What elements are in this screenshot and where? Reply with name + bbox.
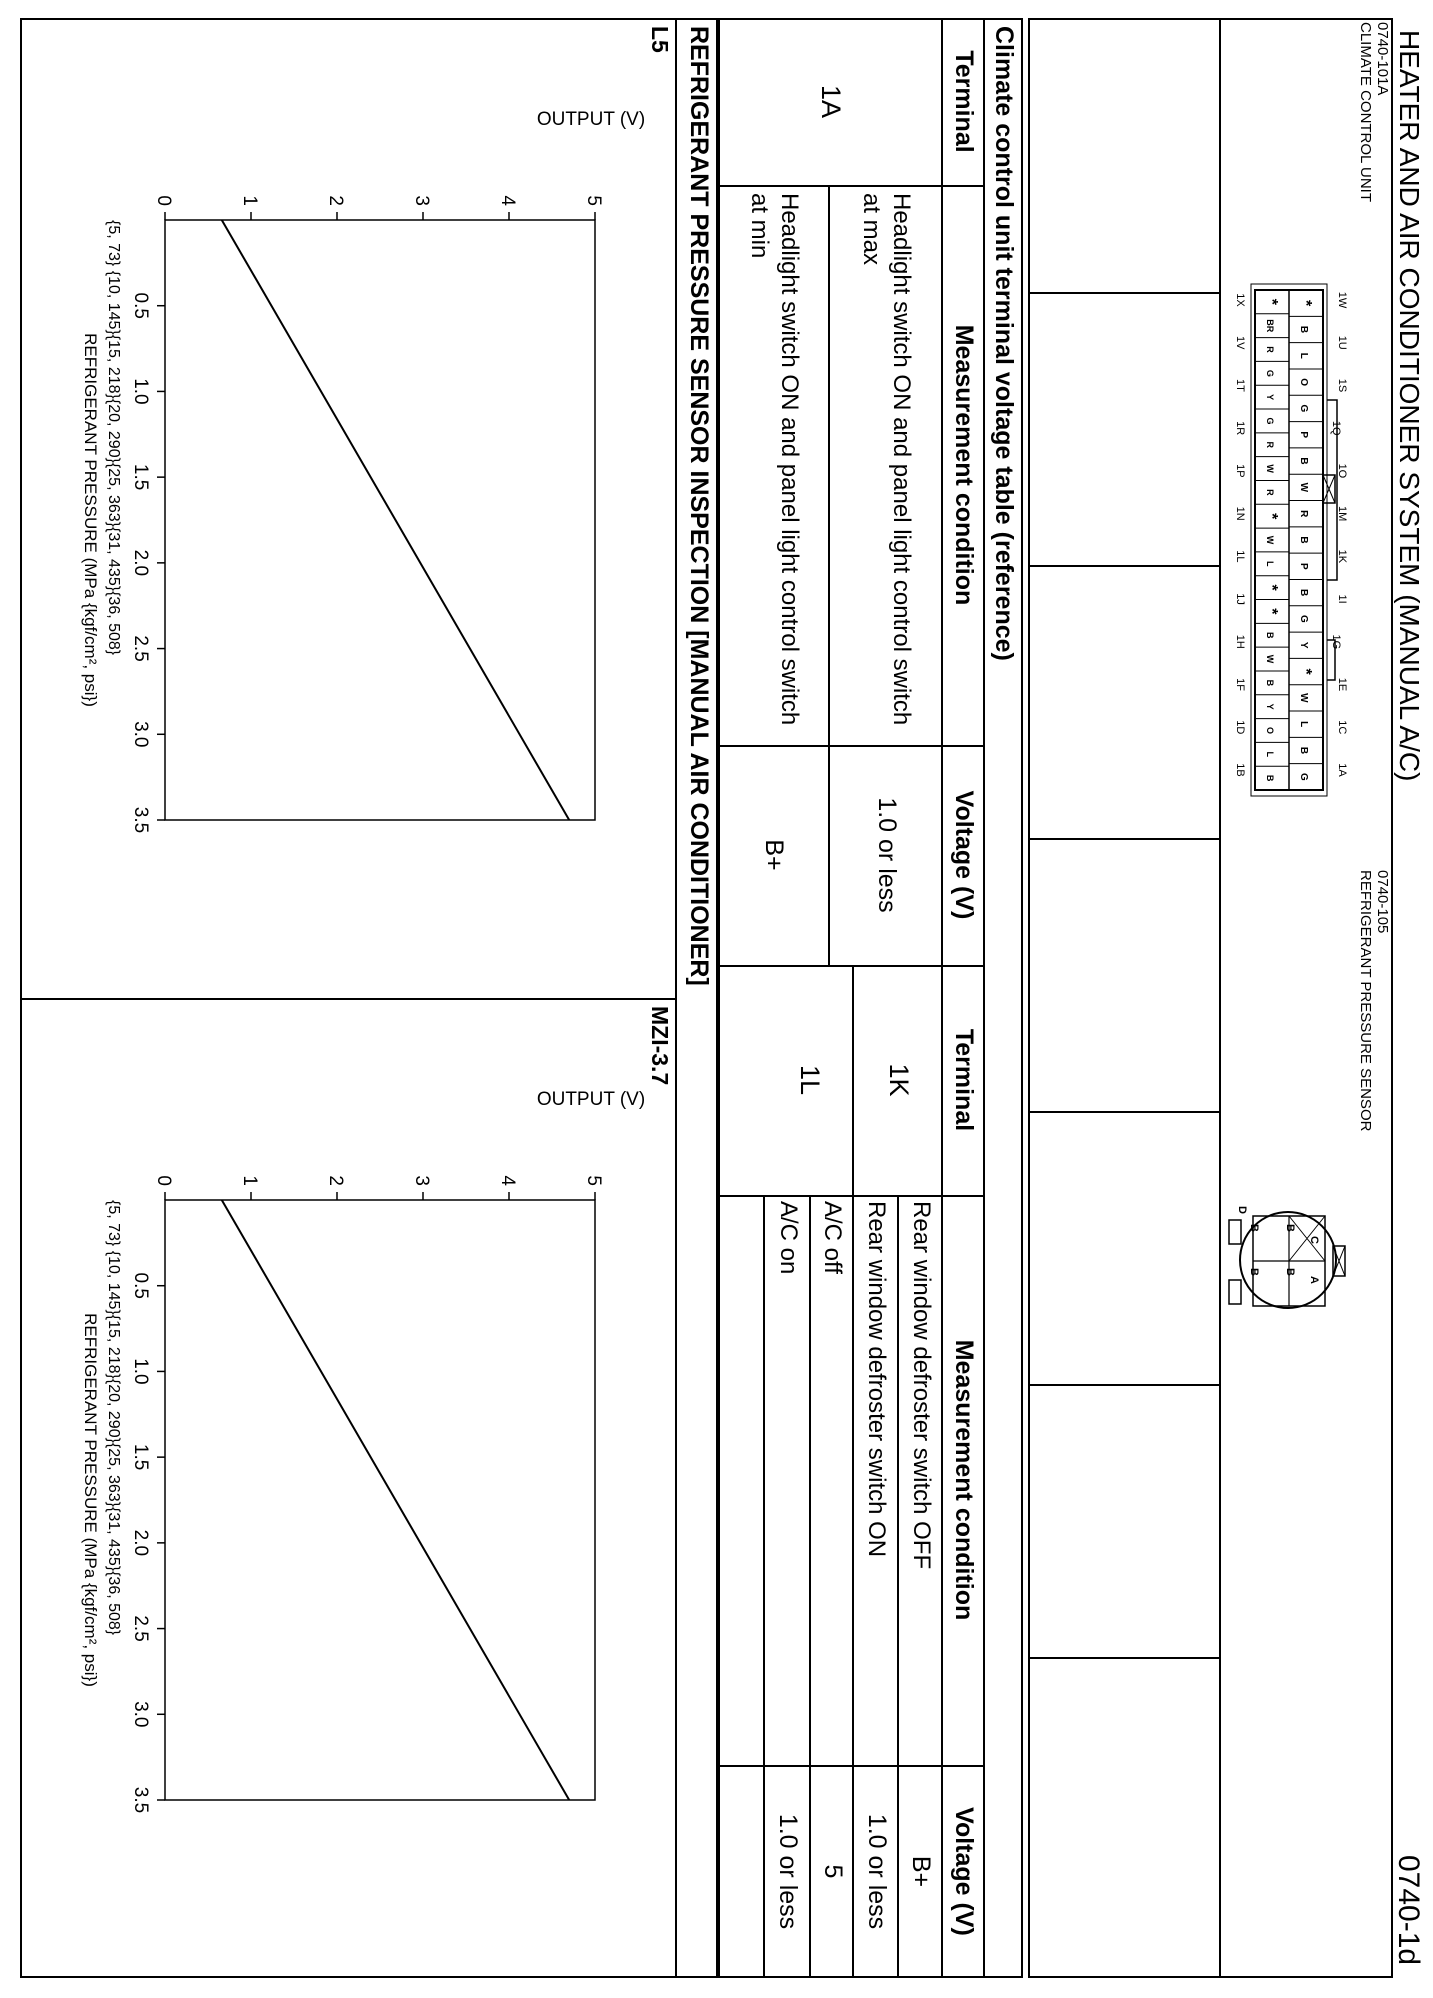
ccu-wire-color: W [1298, 482, 1309, 493]
ccu-wire-color: Y [1265, 703, 1275, 710]
x-tick-sub-label: {5, 73} {10, 145}{15, 218}{20, 290}{25, 363}{31, 435}{36, 508} [105, 1200, 122, 1636]
sensor-pin-label: C [1308, 1236, 1320, 1244]
ccu-pin-label: 1Q [1330, 420, 1342, 436]
plot-frame [165, 220, 595, 820]
x-axis-label: REFRIGERANT PRESSURE (MPa {kgf/cm², psi}) [81, 1313, 100, 1687]
output-line [222, 1200, 569, 1800]
ccu-pin-label: 1E [1336, 677, 1348, 692]
engine-mzi37-label: MZI-3.7 [647, 1006, 673, 1086]
ccu-pin-label: 1U [1336, 335, 1348, 350]
ccu-wire-color: B [1298, 536, 1309, 544]
ccu-wire-color: G [1265, 417, 1275, 425]
ccu-wire-color: L [1298, 721, 1309, 728]
sensor-pin-label: B [1284, 1224, 1296, 1232]
ccu-wire-color: L [1298, 352, 1309, 359]
ccu-wire-color: B [1298, 325, 1309, 334]
x-tick-label: 0.5 [130, 1272, 151, 1299]
ccu-pin-label: 1S [1336, 378, 1348, 393]
ccu-wire-color: O [1265, 726, 1275, 734]
inspection-title: REFRIGERANT PRESSURE SENSOR INSPECTION [MANUAL AIR CONDITIONER] [685, 26, 713, 986]
ccu-pin-label: 1O [1336, 463, 1348, 479]
sensor-pin-label: B [1284, 1268, 1296, 1276]
voltage-1a-max: 1.0 or less [873, 797, 901, 913]
sensor-connector-diagram [1223, 1180, 1353, 1340]
ccu-pin-label: 1N [1234, 506, 1246, 521]
voltage-1a-min: B+ [760, 839, 789, 871]
ccu-pin-label: 1W [1336, 291, 1348, 309]
ccu-pin-label: 1J [1234, 593, 1246, 605]
y-tick-label: 4 [497, 1175, 518, 1186]
ccu-wire-color: R [1265, 441, 1275, 449]
ccu-wire-color: W [1265, 464, 1275, 473]
connector-frame-divider [1219, 18, 1221, 1978]
condition-1a-min: Headlight switch ON and panel light control switch at min [746, 193, 803, 726]
ccu-wire-color: G [1265, 369, 1275, 377]
ccu-wire-color: Y [1298, 641, 1309, 649]
ccu-connector-name: CLIMATE CONTROL UNIT [1357, 22, 1374, 203]
table-header-condition-2: Measurement condition [950, 1339, 979, 1621]
ccu-pin-label: 1K [1336, 549, 1348, 564]
ccu-pin-label: 1B [1234, 763, 1246, 777]
condition-1l-on: A/C on [775, 1201, 802, 1275]
ccu-pin-label: 1M [1336, 505, 1348, 522]
x-tick-label: 0.5 [130, 292, 151, 319]
condition-1a-max: Headlight switch ON and panel light control switch at max [858, 193, 916, 726]
ccu-wire-color: G [1298, 615, 1309, 623]
chart-mzi [45, 1040, 646, 1900]
ccu-pin-label: 1T [1234, 379, 1246, 392]
ccu-wire-color: W [1265, 535, 1275, 545]
page-title: HEATER AND AIR CONDITIONER SYSTEM (MANUAL A/C) [1394, 30, 1425, 782]
ccu-pin-label: 1X [1234, 293, 1246, 307]
sensor-connector-name: REFRIGERANT PRESSURE SENSOR [1357, 870, 1374, 1132]
x-axis-label: REFRIGERANT PRESSURE (MPa {kgf/cm², psi}) [81, 333, 100, 707]
terminal-1k: 1K [884, 1063, 914, 1097]
sensor-pin-label: A [1308, 1276, 1320, 1284]
ccu-wire-color: L [1265, 751, 1275, 758]
x-tick-label: 1.0 [130, 378, 151, 405]
voltage-1l-on: 1.0 or less [774, 1813, 803, 1930]
y-tick-label: 0 [153, 195, 174, 206]
x-tick-label: 1.5 [130, 463, 151, 491]
ccu-wire-color: P [1298, 562, 1309, 570]
x-tick-label: 1.0 [130, 1358, 151, 1385]
ccu-wire-color: R [1265, 489, 1275, 496]
ccu-wire-color: * [1263, 513, 1280, 520]
y-tick-label: 1 [239, 195, 260, 206]
chart-l5 [45, 60, 646, 920]
ccu-pin-label: 1H [1234, 634, 1246, 649]
page-code: 0740-1d [1392, 1855, 1425, 1966]
ccu-pin-label: 1A [1336, 763, 1348, 777]
ccu-pin-label: 1G [1330, 634, 1342, 650]
ccu-pin-label: 1F [1234, 678, 1246, 691]
ccu-connector-code: 0740-101A [1374, 22, 1391, 96]
table-header-terminal-2: Terminal [950, 1028, 979, 1132]
engine-l5-label: L5 [647, 26, 673, 53]
y-tick-label: 1 [239, 1175, 260, 1186]
table-header-terminal: Terminal [950, 50, 979, 153]
x-tick-label: 2.0 [130, 1529, 151, 1557]
table-header-voltage-2: Voltage (V) [950, 1807, 979, 1936]
y-tick-label: 5 [583, 1175, 604, 1186]
ccu-pin-label: 1P [1234, 464, 1246, 478]
ccu-wire-color: Y [1265, 394, 1275, 401]
condition-1l-off: A/C off [819, 1201, 847, 1274]
y-tick-label: 4 [497, 195, 518, 206]
ccu-wire-color: P [1298, 431, 1309, 439]
ccu-wire-color: B [1298, 457, 1309, 465]
x-tick-sub-label: {5, 73} {10, 145}{15, 218}{20, 290}{25, 363}{31, 435}{36, 508} [105, 220, 122, 656]
ccu-connector-diagram [1225, 280, 1348, 820]
ccu-wire-color: R [1265, 346, 1275, 353]
ccu-wire-color: R [1298, 510, 1309, 518]
ccu-pin-label: 1R [1234, 421, 1246, 436]
terminal-1a: 1A [816, 84, 846, 119]
ccu-pin-label: 1L [1234, 550, 1246, 563]
sensor-pin-label: B [1248, 1268, 1260, 1276]
ccu-wire-color: B [1265, 631, 1275, 639]
table-header-condition: Measurement condition [950, 324, 979, 606]
y-tick-label: 5 [583, 195, 604, 206]
ccu-wire-color: G [1298, 772, 1309, 781]
y-tick-label: 2 [325, 1175, 346, 1186]
voltage-1k-on: 1.0 or less [863, 1813, 891, 1930]
x-tick-label: 2.0 [130, 549, 151, 577]
y-tick-label: 0 [153, 1175, 174, 1186]
ccu-wire-color: L [1265, 561, 1275, 567]
ccu-wire-color: B [1265, 679, 1275, 687]
voltage-1l-off: 5 [819, 1864, 847, 1879]
y-axis-label: OUTPUT (V) [536, 1089, 646, 1110]
sensor-pin-label: B [1248, 1224, 1260, 1232]
ccu-wire-color: W [1265, 654, 1275, 664]
ccu-pin-label: 1I [1336, 594, 1348, 604]
ccu-wire-color: * [1263, 608, 1280, 615]
ccu-wire-color: B [1298, 589, 1309, 597]
y-tick-label: 3 [411, 1175, 432, 1186]
ccu-wire-color: B [1265, 774, 1275, 782]
x-tick-label: 3.5 [130, 806, 151, 834]
y-axis-label: OUTPUT (V) [536, 109, 646, 130]
terminal-1l: 1L [795, 1064, 825, 1096]
ccu-pin-label: 1D [1234, 720, 1246, 735]
ccu-wire-color: * [1263, 298, 1280, 306]
x-tick-label: 3.0 [130, 721, 151, 748]
ccu-pin-label: 1C [1336, 720, 1348, 735]
ccu-pin-label: 1V [1234, 335, 1246, 350]
ccu-wire-color: O [1298, 378, 1309, 386]
y-tick-label: 3 [411, 195, 432, 206]
condition-1k-on: Rear window defroster switch ON [863, 1201, 891, 1558]
ccu-wire-color: G [1298, 404, 1309, 413]
voltage-1k-off: B+ [907, 1855, 936, 1888]
ccu-wire-color: * [1297, 300, 1314, 307]
x-tick-label: 3.5 [130, 1786, 151, 1814]
sensor-pin-label: D [1236, 1206, 1248, 1214]
table-title: Climate control unit terminal voltage table (reference) [990, 26, 1018, 661]
sensor-connector-code: 0740-105 [1374, 870, 1391, 934]
ccu-wire-color: BR [1265, 319, 1275, 333]
condition-1k-off: Rear window defroster switch OFF [908, 1201, 935, 1570]
x-tick-label: 3.0 [130, 1701, 151, 1728]
table-header-voltage: Voltage (V) [950, 790, 979, 920]
ccu-wire-color: * [1297, 668, 1314, 675]
x-tick-label: 2.5 [130, 1615, 151, 1642]
x-tick-label: 1.5 [130, 1443, 151, 1471]
output-line [222, 220, 569, 820]
x-tick-label: 2.5 [130, 635, 151, 662]
y-tick-label: 2 [325, 195, 346, 206]
plot-frame [165, 1200, 595, 1800]
ccu-wire-color: * [1263, 584, 1280, 591]
ccu-wire-color: B [1298, 746, 1309, 755]
ccu-wire-color: W [1298, 693, 1309, 703]
